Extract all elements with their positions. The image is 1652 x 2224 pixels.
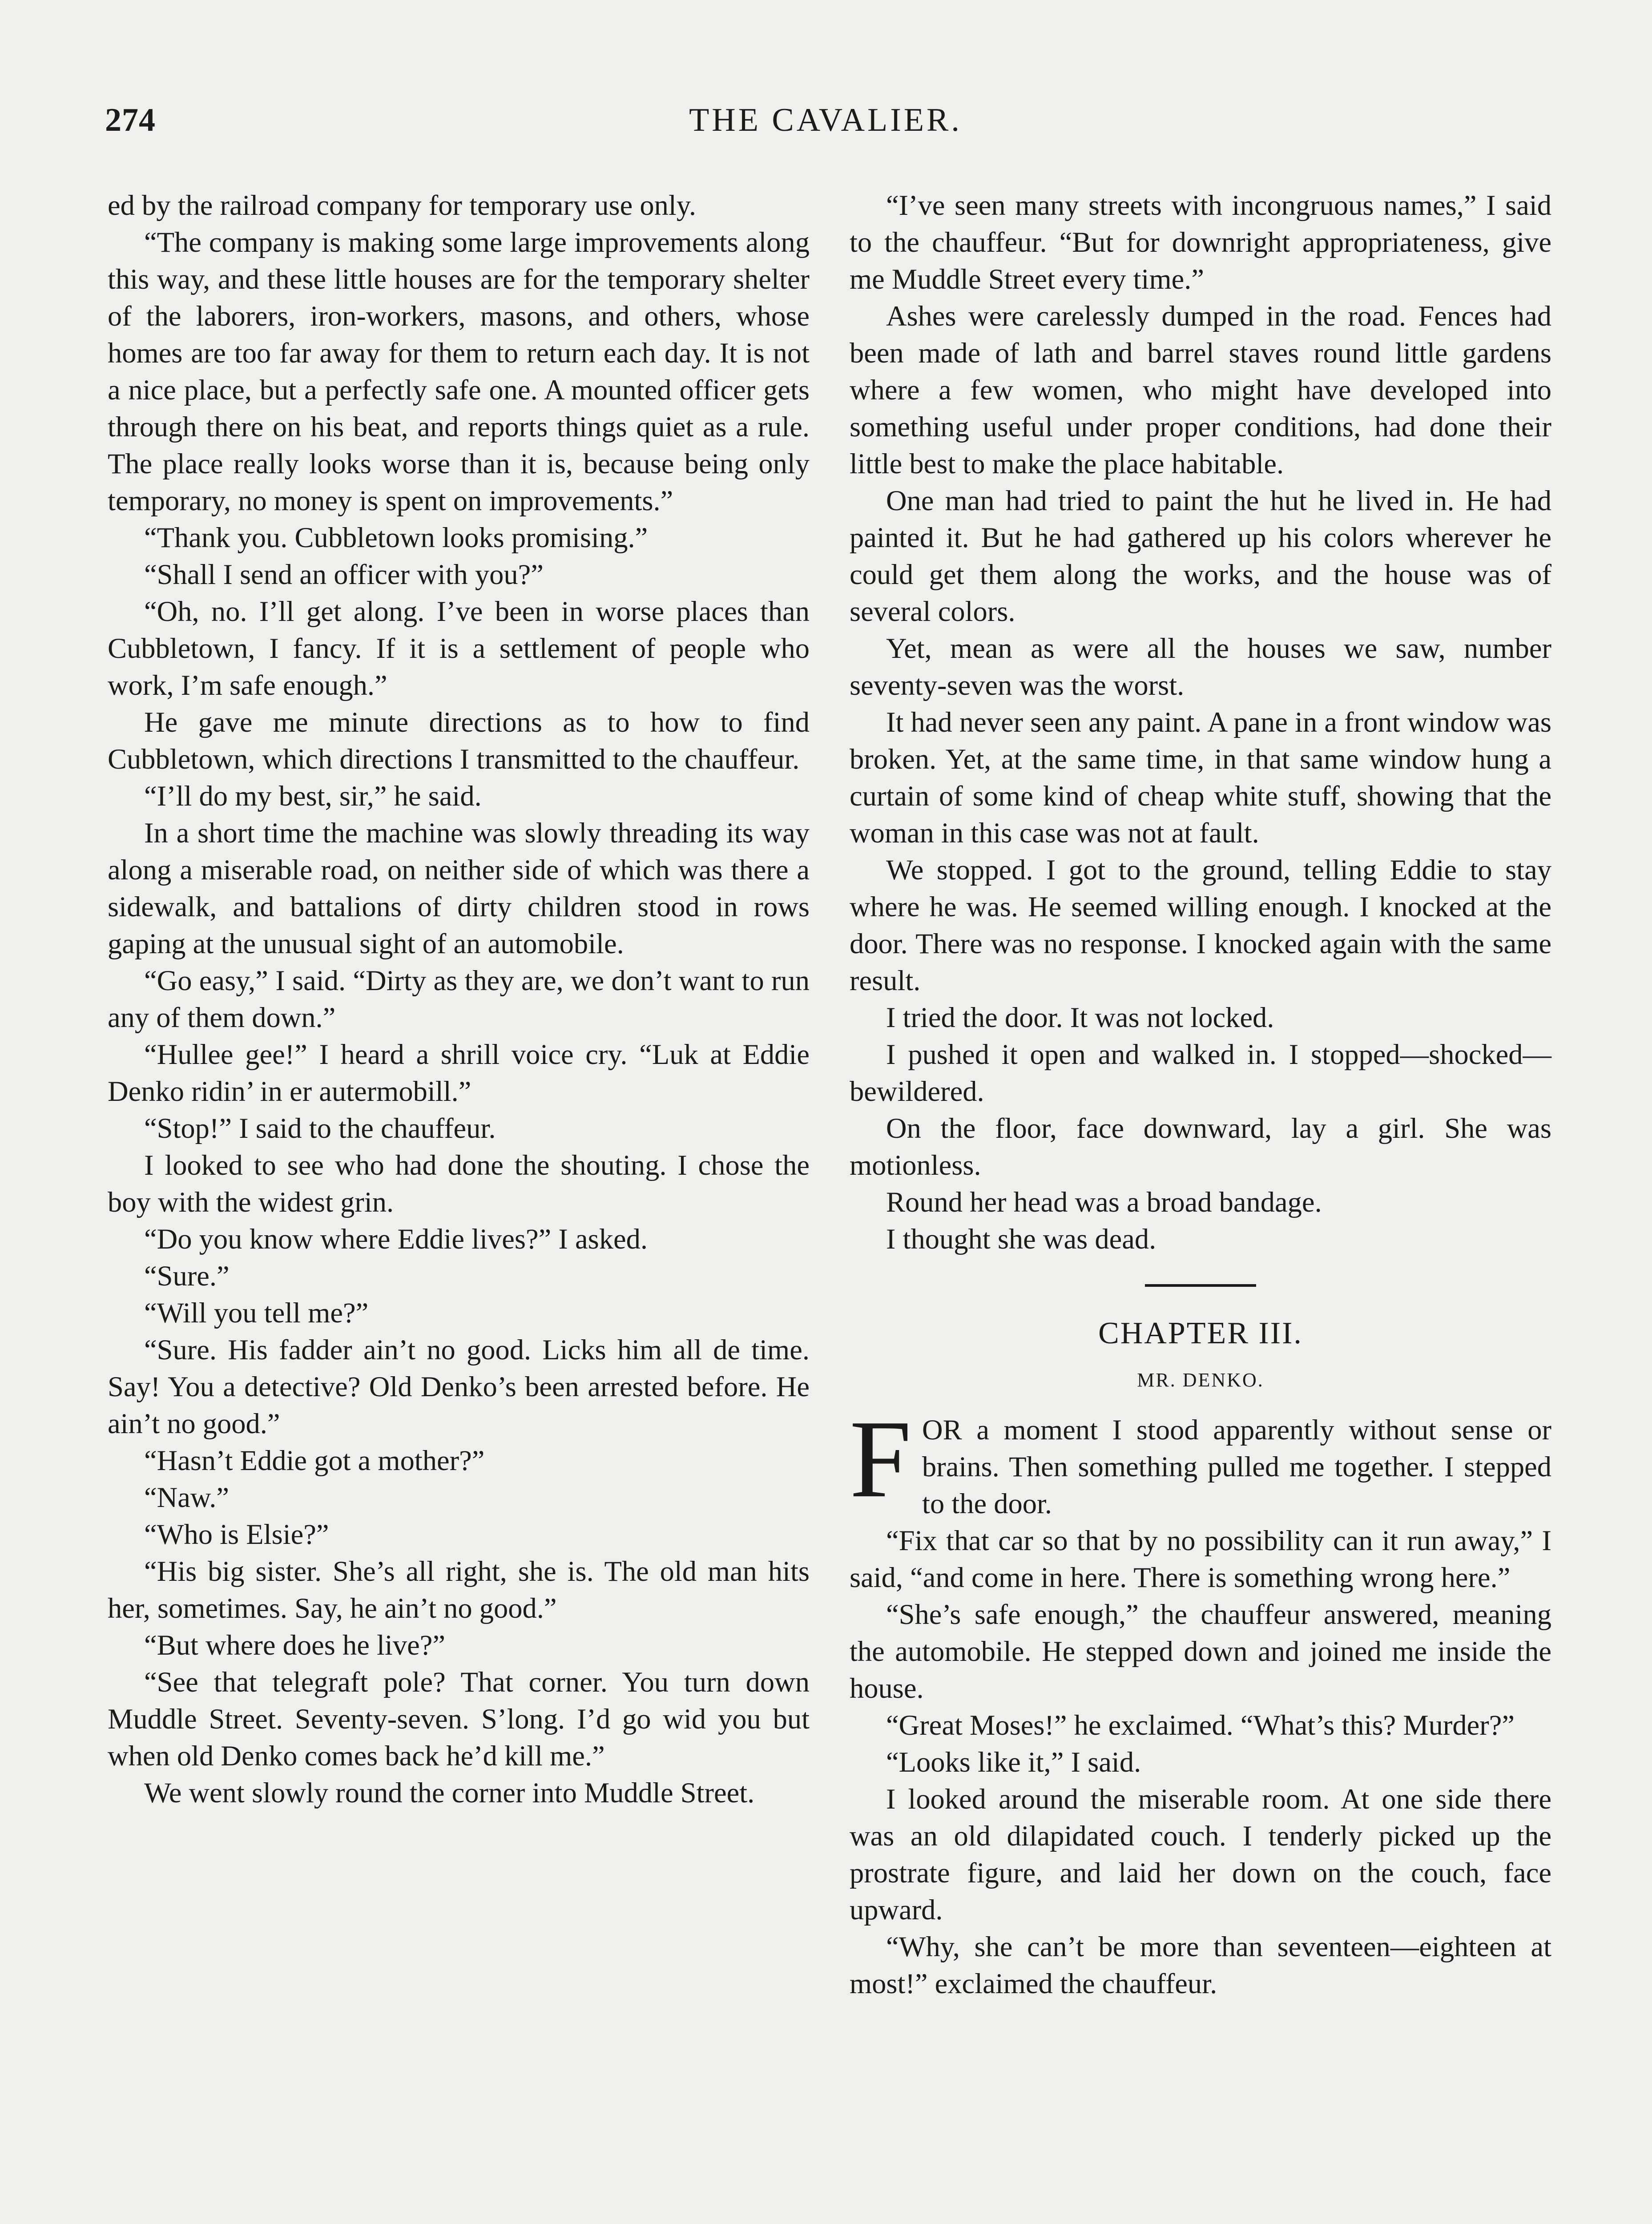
paragraph: “Sure. His fadder ain’t no good. Licks him all de time. Say! You a detective? Old Denko’s been arrested before. He ain’t no good.” [108, 1334, 810, 1439]
paragraph: “Fix that car so that by no possibility can it run away,” I said, “and come in here. There is something wrong here.” [850, 1525, 1551, 1593]
paragraph: “Stop!” I said to the chauffeur. [144, 1112, 496, 1144]
running-title: THE CAVALIER. [689, 102, 962, 138]
paragraph: “But where does he live?” [144, 1629, 445, 1661]
paragraph: “Hasn’t Eddie got a mother?” [144, 1445, 485, 1476]
paragraph: “Great Moses!” he exclaimed. “What’s this? Murder?” [886, 1709, 1515, 1741]
left-column [108, 187, 810, 1811]
paragraph: One man had tried to paint the hut he lived in. He had painted it. But he had gathered up his colors wherever he could get them along the works, and the house was of several colors. [850, 485, 1551, 627]
paragraph: I pushed it open and walked in. I stopped—shocked—bewildered. [850, 1039, 1551, 1107]
paragraph: “See that telegraft pole? That corner. You turn down Muddle Street. Seventy-seven. S’long. I’d go wid you but when old Denko comes back he’d kill me.” [108, 1666, 810, 1772]
paragraph: “Who is Elsie?” [144, 1519, 329, 1550]
chapter-subtitle: MR. DENKO. [1137, 1369, 1264, 1391]
paragraph: “Sure.” [144, 1260, 230, 1292]
paragraph: “Go easy,” I said. “Dirty as they are, we don’t want to run any of them down.” [108, 965, 810, 1033]
section-divider [1145, 1284, 1256, 1287]
drop-cap: F [850, 1398, 912, 1521]
page-header [105, 101, 1546, 155]
paragraph: “His big sister. She’s all right, she is. The old man hits her, sometimes. Say, he ain’t no good.” [108, 1555, 810, 1624]
paragraph: “Will you tell me?” [144, 1297, 369, 1329]
paragraph: I looked to see who had done the shouting. I chose the boy with the widest grin. [108, 1149, 810, 1218]
paragraph: “Shall I send an officer with you?” [144, 559, 544, 590]
paragraph: “Looks like it,” I said. [886, 1746, 1141, 1778]
paragraph: I thought she was dead. [886, 1223, 1156, 1255]
paragraph: It had never seen any paint. A pane in a front window was broken. Yet, at the same time, in that same window hung a curtain of some kind of cheap white stuff, showing that the woman in this case was not at fault. [850, 706, 1551, 849]
paragraph: “Hullee gee!” I heard a shrill voice cry. “Luk at Eddie Denko ridin’ in er autermobill.” [108, 1039, 810, 1107]
paragraph: OR a moment I stood apparently without sense or brains. Then something pulled me together. I stepped to the door. [922, 1414, 1551, 1519]
chapter-opening [850, 1398, 1551, 1522]
paragraph: “Naw.” [144, 1482, 229, 1513]
paragraph: In a short time the machine was slowly threading its way along a miserable road, on neither side of which was there a sidewalk, and battalions of dirty children stood in rows gaping at the unusual sight of an automobile. [108, 817, 810, 959]
paragraph: “She’s safe enough,” the chauffeur answered, meaning the automobile. He stepped down and joined me inside the house. [850, 1599, 1551, 1704]
page-number: 274 [105, 102, 156, 138]
paragraph: On the floor, face downward, lay a girl. She was motionless. [850, 1112, 1551, 1181]
paragraph: We went slowly round the corner into Muddle Street. [144, 1777, 755, 1809]
paragraph: I tried the door. It was not locked. [886, 1002, 1274, 1033]
paragraph: “Why, she can’t be more than seventeen—eighteen at most!” exclaimed the chauffeur. [850, 1931, 1551, 1999]
paragraph: “I’ll do my best, sir,” he said. [144, 780, 482, 812]
paragraph: He gave me minute directions as to how to find Cubbletown, which directions I transmitted to the chauffeur. [108, 706, 810, 775]
paragraph: “The company is making some large improvements along this way, and these little houses are for the temporary shelter of the laborers, iron-workers, masons, and others, whose homes are too far away for them to return each day. It is not a nice place, but a perfectly safe one. A mounted officer gets through there on his beat, and reports things quiet as a rule. The place really looks worse than it is, because being only temporary, no money is spent on improvements.” [108, 226, 810, 516]
chapter-heading: CHAPTER III. [1098, 1316, 1303, 1350]
paragraph: Ashes were carelessly dumped in the road. Fences had been made of lath and barrel staves round little gardens where a few women, who might have developed into something useful under proper conditions, had done their little best to make the place habitable. [850, 300, 1551, 479]
paragraph: Round her head was a broad bandage. [886, 1186, 1322, 1218]
paragraph: “I’ve seen many streets with incongruous names,” I said to the chauffeur. “But for downright appropriateness, give me Muddle Street every time.” [850, 189, 1551, 295]
paragraph: We stopped. I got to the ground, telling Eddie to stay where he was. He seemed willing enough. I knocked at the door. There was no response. I knocked again with the same result. [850, 854, 1551, 996]
paragraph: Yet, mean as were all the houses we saw, number seventy-seven was the worst. [850, 633, 1551, 701]
paragraph: ed by the railroad company for temporary use only. [108, 189, 697, 221]
right-column [850, 187, 1551, 2002]
paragraph: “Do you know where Eddie lives?” I asked. [144, 1223, 648, 1255]
paragraph: “Thank you. Cubbletown looks promising.” [144, 522, 648, 553]
paragraph: I looked around the miserable room. At one side there was an old dilapidated couch. I tenderly picked up the prostrate figure, and laid her down on the couch, face upward. [850, 1783, 1551, 1926]
paragraph: “Oh, no. I’ll get along. I’ve been in worse places than Cubbletown, I fancy. If it is a settlement of people who work, I’m safe enough.” [108, 596, 810, 701]
